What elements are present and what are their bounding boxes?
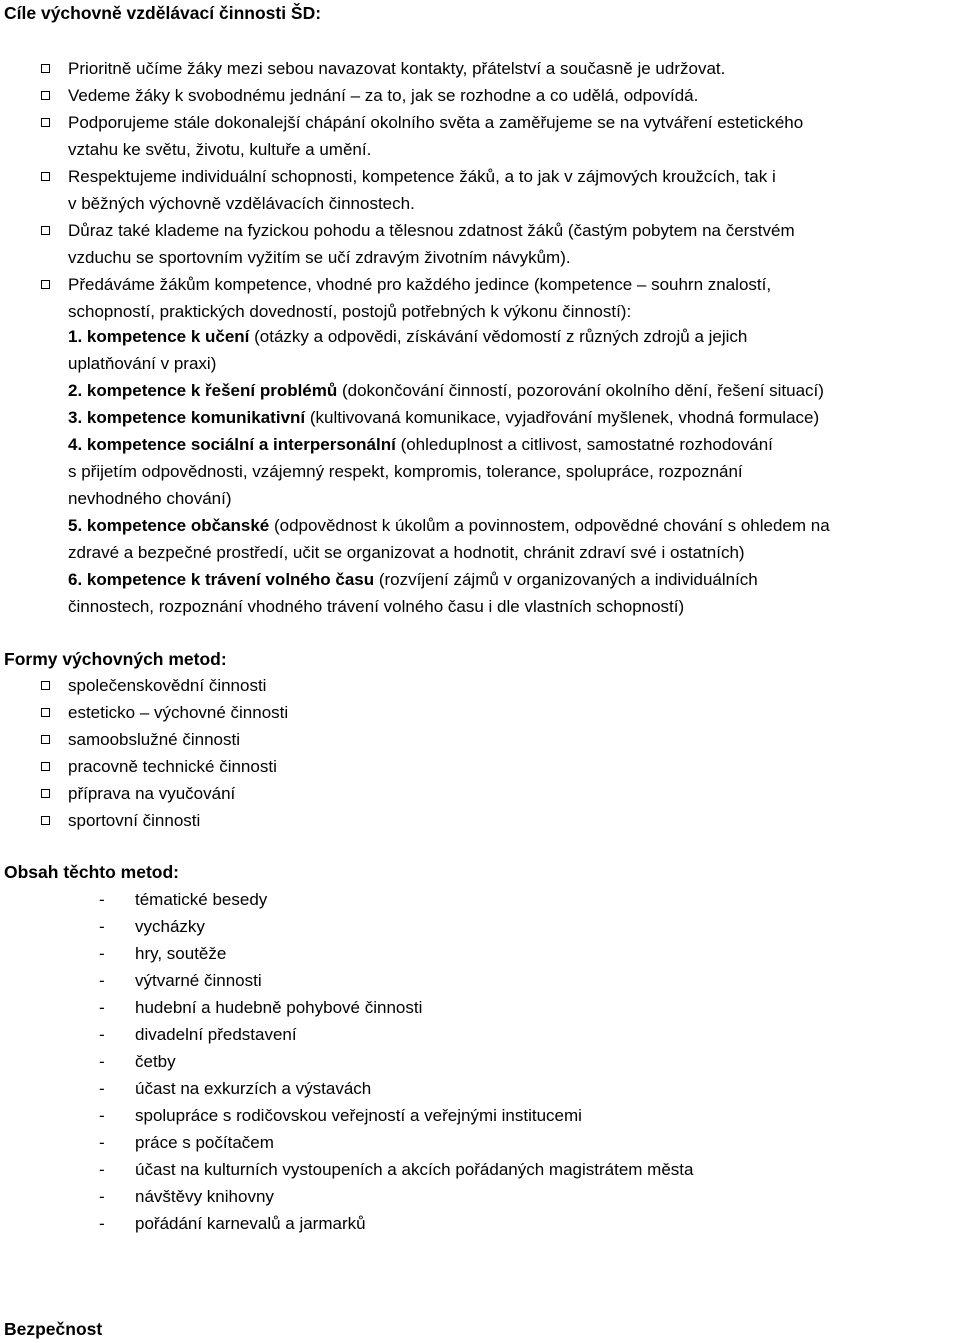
goal-text: Předáváme žákům kompetence, vhodné pro každého jedince (kompetence – souhrn znalostí, [68,275,772,294]
competence-description: (ohleduplnost a citlivost, samostatné rozhodování [395,435,773,454]
competence-title: 3. kompetence komunikativní [68,408,306,427]
content-item-label: návštěvy knihovny [135,1187,274,1206]
form-item-label: příprava na vyučování [68,784,236,803]
competence-title: 2. kompetence k řešení problémů [68,381,338,400]
competence-line [68,458,960,485]
dash-marker: - [99,917,105,936]
competence-description: s přijetím odpovědnosti, vzájemný respekt, kompromis, tolerance, spolupráce, rozpoznání [68,462,743,481]
content-item [99,913,205,940]
content-item [99,994,422,1021]
goal-text: Respektujeme individuální schopnosti, kompetence žáků, a to jak v zájmových kroužcích, tak i [68,167,776,186]
content-item [99,940,226,967]
goal-text: Důraz také klademe na fyzickou pohodu a tělesnou zdatnost žáků (častým pobytem na čerstvém [68,221,795,240]
competence-description: (kultivovaná komunikace, vyjadřování myšlenek, vhodná formulace) [305,408,820,427]
form-item-label: samoobslužné činnosti [68,730,240,749]
competence-title: 4. kompetence sociální a interpersonální [68,435,396,454]
content-item-label: spolupráce s rodičovskou veřejností a veřejnými institucemi [135,1106,582,1125]
competence-description: uplatňování v praxi) [68,354,217,373]
competence-line [68,431,960,458]
competence-line [68,512,960,539]
dash-marker: - [99,998,105,1017]
goal-line [68,55,960,82]
dash-marker: - [99,971,105,990]
goal-line [68,82,960,109]
content-item-label: hry, soutěže [135,944,227,963]
content-item [99,1183,274,1210]
goal-line [68,298,960,325]
content-item-label: výtvarné činnosti [135,971,262,990]
checkbox-bullet-icon [41,816,50,825]
checkbox-bullet-icon [41,64,50,73]
goal-text: schopností, praktických dovedností, postojů potřebných k výkonu činností): [68,302,632,321]
dash-marker: - [99,890,105,909]
dash-marker: - [99,1160,105,1179]
form-item [68,807,960,834]
goal-text: vzduchu se sportovním vyžitím se učí zdravým životním návykům). [68,248,571,267]
competence-line [68,404,960,431]
dash-marker: - [99,1106,105,1125]
content-item-label: četby [135,1052,176,1071]
content-item [99,1021,297,1048]
forms-heading: Formy výchovných metod: [4,649,227,669]
content-item [99,1129,274,1156]
goal-line [68,136,960,163]
dash-marker: - [99,1187,105,1206]
safety-heading: Bezpečnost [4,1319,103,1339]
competence-title: 6. kompetence k trávení volného času [68,570,375,589]
content-item [99,886,267,913]
competence-description: (odpovědnost k úkolům a povinnostem, odpovědné chování s ohledem na [269,516,830,535]
competence-description: zdravé a bezpečné prostředí, učit se organizovat a hodnotit, chránit zdraví své i ostatních) [68,543,745,562]
checkbox-bullet-icon [41,172,50,181]
content-item-label: tématické besedy [135,890,268,909]
form-item [68,672,960,699]
content-item [99,1048,176,1075]
checkbox-bullet-icon [41,280,50,289]
goal-line [68,244,960,271]
form-item-label: esteticko – výchovné činnosti [68,703,289,722]
checkbox-bullet-icon [41,708,50,717]
content-item-label: divadelní představení [135,1025,297,1044]
competence-description: (dokončování činností, pozorování okolního dění, řešení situací) [337,381,824,400]
checkbox-bullet-icon [41,226,50,235]
competence-line [68,485,960,512]
checkbox-bullet-icon [41,735,50,744]
dash-marker: - [99,1079,105,1098]
content-item [99,1102,582,1129]
content-heading: Obsah těchto metod: [4,862,180,882]
content-item [99,1156,693,1183]
goal-text: vztahu ke světu, životu, kultuře a umění. [68,140,372,159]
competence-line [68,539,960,566]
dash-marker: - [99,1214,105,1233]
content-item [99,1210,366,1237]
form-item [68,753,960,780]
checkbox-bullet-icon [41,91,50,100]
content-item-label: vycházky [135,917,205,936]
competence-description: (rozvíjení zájmů v organizovaných a individuálních [374,570,758,589]
form-item [68,699,960,726]
form-item-label: společenskovědní činnosti [68,676,267,695]
dash-marker: - [99,1133,105,1152]
content-item-label: účast na exkurzích a výstavách [135,1079,372,1098]
goal-line [68,217,960,244]
goal-line [68,190,960,217]
checkbox-bullet-icon [41,681,50,690]
content-item-label: pořádání karnevalů a jarmarků [135,1214,366,1233]
competence-line [68,350,960,377]
goal-line [68,109,960,136]
competence-line [68,323,960,350]
form-item-label: sportovní činnosti [68,811,201,830]
content-item [99,1075,371,1102]
competence-title: 5. kompetence občanské [68,516,270,535]
goal-text: Vedeme žáky k svobodnému jednání – za to, jak se rozhodne a co udělá, odpovídá. [68,86,699,105]
competence-line [68,593,960,620]
content-item [99,967,262,994]
dash-marker: - [99,1052,105,1071]
goal-line [68,163,960,190]
dash-marker: - [99,1025,105,1044]
goal-text: Podporujeme stále dokonalejší chápání okolního světa a zaměřujeme se na vytváření estetického [68,113,804,132]
competence-line [68,377,960,404]
form-item [68,780,960,807]
goal-text: Prioritně učíme žáky mezi sebou navazovat kontakty, přátelství a současně je udržovat. [68,59,726,78]
content-item-label: práce s počítačem [135,1133,274,1152]
checkbox-bullet-icon [41,762,50,771]
form-item [68,726,960,753]
checkbox-bullet-icon [41,789,50,798]
competence-line [68,566,960,593]
competence-description: nevhodného chování) [68,489,232,508]
competence-description: činnostech, rozpoznání vhodného trávení volného času i dle vlastních schopností) [68,597,685,616]
competence-description: (otázky a odpovědi, získávání vědomostí z různých zdrojů a jejich [249,327,748,346]
dash-marker: - [99,944,105,963]
goal-text: v běžných výchovně vzdělávacích činnostech. [68,194,415,213]
goal-line [68,271,960,298]
content-item-label: hudební a hudebně pohybové činnosti [135,998,423,1017]
competence-title: 1. kompetence k učení [68,327,250,346]
goals-heading: Cíle výchovně vzdělávací činnosti ŠD: [4,3,322,23]
checkbox-bullet-icon [41,118,50,127]
content-item-label: účast na kulturních vystoupeních a akcích pořádaných magistrátem města [135,1160,694,1179]
form-item-label: pracovně technické činnosti [68,757,277,776]
